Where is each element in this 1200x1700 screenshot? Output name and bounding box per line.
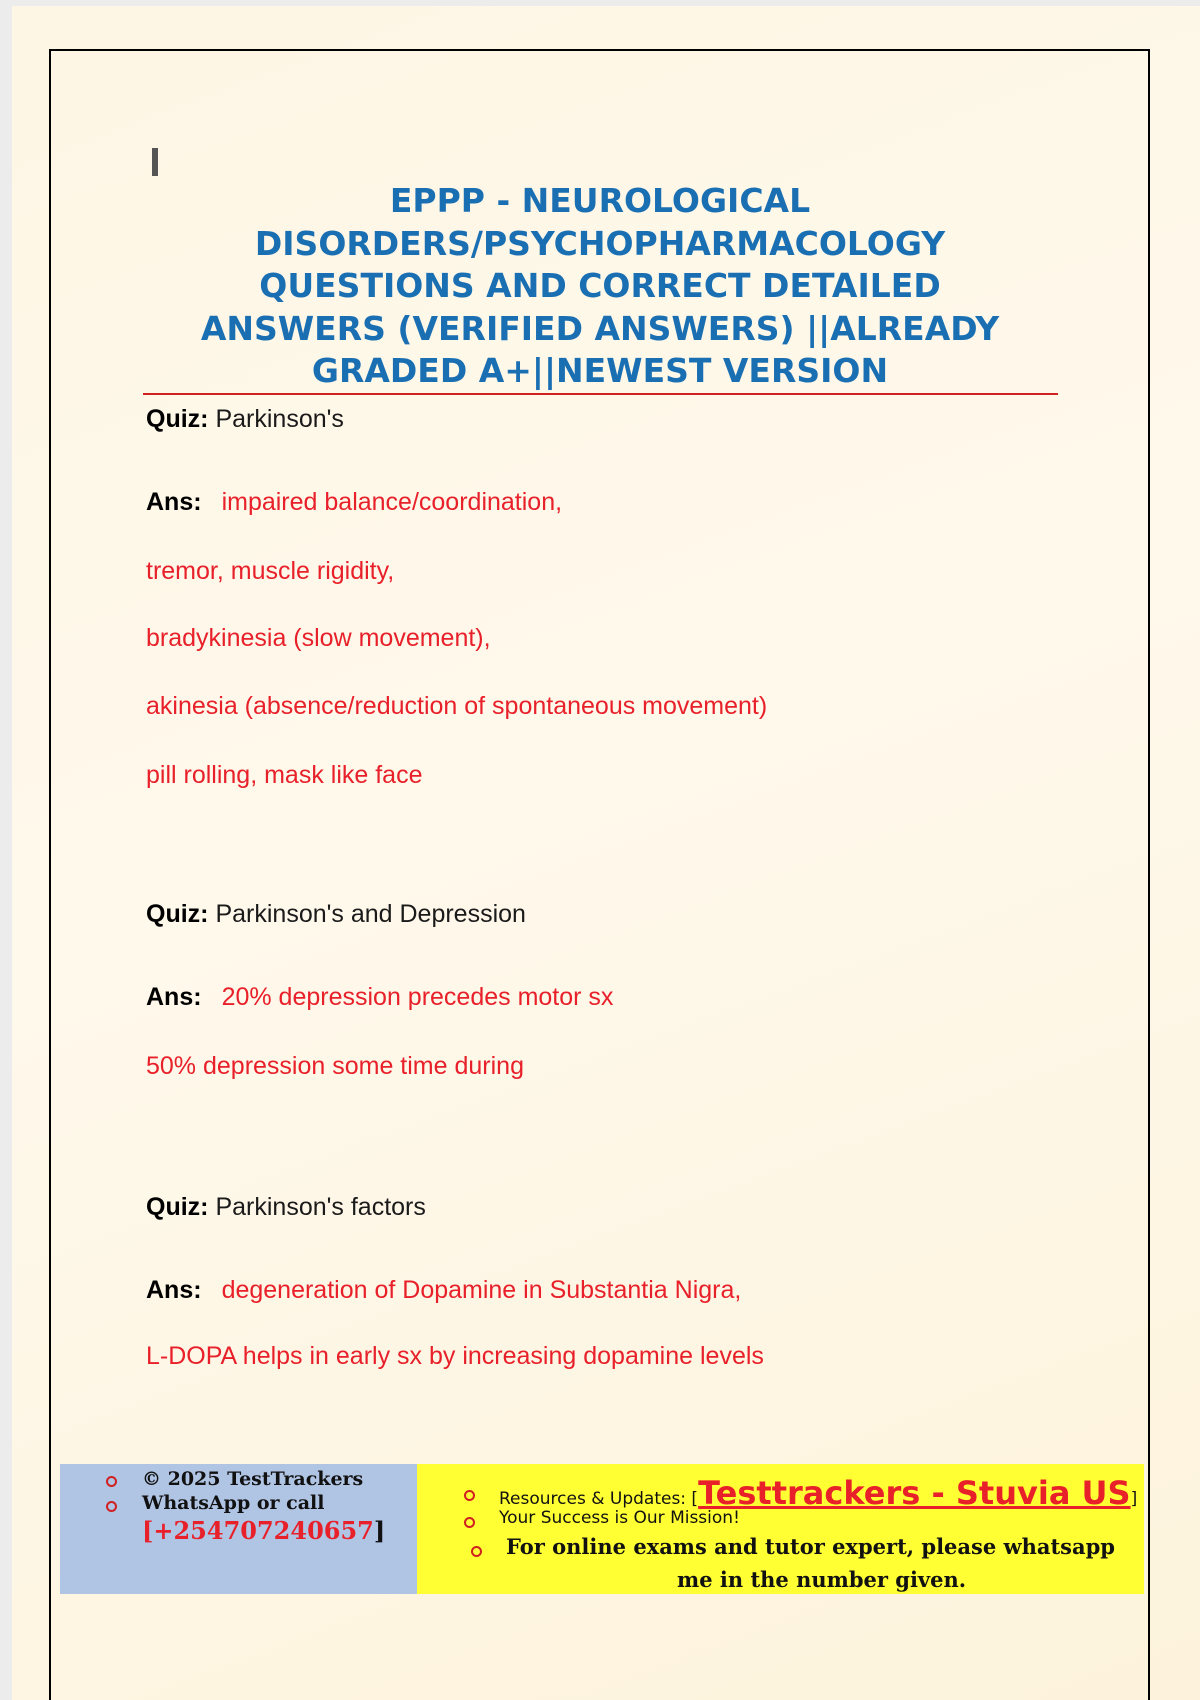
answer-line: L-DOPA helps in early sx by increasing dopamine levels <box>146 1342 764 1370</box>
phone-number[interactable] <box>142 1516 385 1545</box>
quiz-label: Quiz: <box>146 1193 209 1221</box>
quiz-label: Quiz: <box>146 900 209 928</box>
title-line: QUESTIONS AND CORRECT DETAILED <box>259 266 941 305</box>
footer-contact-box <box>60 1464 417 1594</box>
question-text: Parkinson's <box>215 405 344 433</box>
quiz-label: Quiz: <box>146 405 209 433</box>
title-line: ANSWERS (VERIFIED ANSWERS) ||ALREADY <box>200 308 1000 348</box>
answer-text: impaired balance/coordination, <box>221 488 563 516</box>
bullet-icon <box>464 1517 475 1528</box>
question-text: Parkinson's factors <box>215 1193 426 1221</box>
answer-line: akinesia (absence/reduction of spontaneous movement) <box>146 692 768 720</box>
answer-line: bradykinesia (slow movement), <box>146 624 491 652</box>
answer-text: degeneration of Dopamine in Substantia Nigra, <box>221 1276 742 1304</box>
question-text: Parkinson's and Depression <box>215 900 526 928</box>
footer-promo-box <box>417 1464 1144 1594</box>
notice-line-2: me in the number given. <box>677 1567 967 1592</box>
bullet-icon <box>106 1501 117 1512</box>
bullet-icon <box>471 1546 482 1557</box>
answer-line <box>146 983 613 1012</box>
answer-line: tremor, muscle rigidity, <box>146 557 395 585</box>
ans-label: Ans: <box>146 1276 202 1304</box>
resources-close: ] <box>1130 1489 1138 1509</box>
quiz-question <box>146 405 344 434</box>
resources-label: Resources & Updates: [ <box>499 1489 699 1509</box>
bullet-icon <box>106 1476 117 1487</box>
title-underline <box>143 393 1058 395</box>
phone-digits: +254707240657 <box>153 1516 374 1545</box>
document-title <box>140 180 1060 393</box>
ans-label: Ans: <box>146 983 202 1011</box>
mission-text: Your Success is Our Mission! <box>499 1508 740 1528</box>
bullet-icon <box>464 1490 475 1501</box>
answer-line: pill rolling, mask like face <box>146 761 423 789</box>
ans-label: Ans: <box>146 488 202 516</box>
answer-line <box>146 488 562 517</box>
quiz-question <box>146 900 526 929</box>
answer-text: 20% depression precedes motor sx <box>221 983 614 1011</box>
text-cursor <box>152 148 158 176</box>
answer-line: 50% depression some time during <box>146 1052 524 1080</box>
notice-line-1: For online exams and tutor expert, please whatsapp <box>506 1534 1115 1559</box>
site-link[interactable]: Testtrackers - Stuvia US <box>698 1474 1131 1512</box>
answer-line <box>146 1276 741 1305</box>
title-line: DISORDERS/PSYCHOPHARMACOLOGY <box>254 223 946 263</box>
quiz-question <box>146 1193 426 1222</box>
resources-line <box>499 1474 1137 1512</box>
contact-label: WhatsApp or call <box>142 1492 325 1514</box>
title-line: EPPP - NEUROLOGICAL <box>389 181 811 220</box>
phone-bracket-close: ] <box>373 1516 386 1545</box>
title-line: GRADED A+||NEWEST VERSION <box>311 351 889 390</box>
copyright-text: © 2025 TestTrackers <box>142 1468 364 1490</box>
phone-bracket-open: [ <box>142 1516 154 1545</box>
